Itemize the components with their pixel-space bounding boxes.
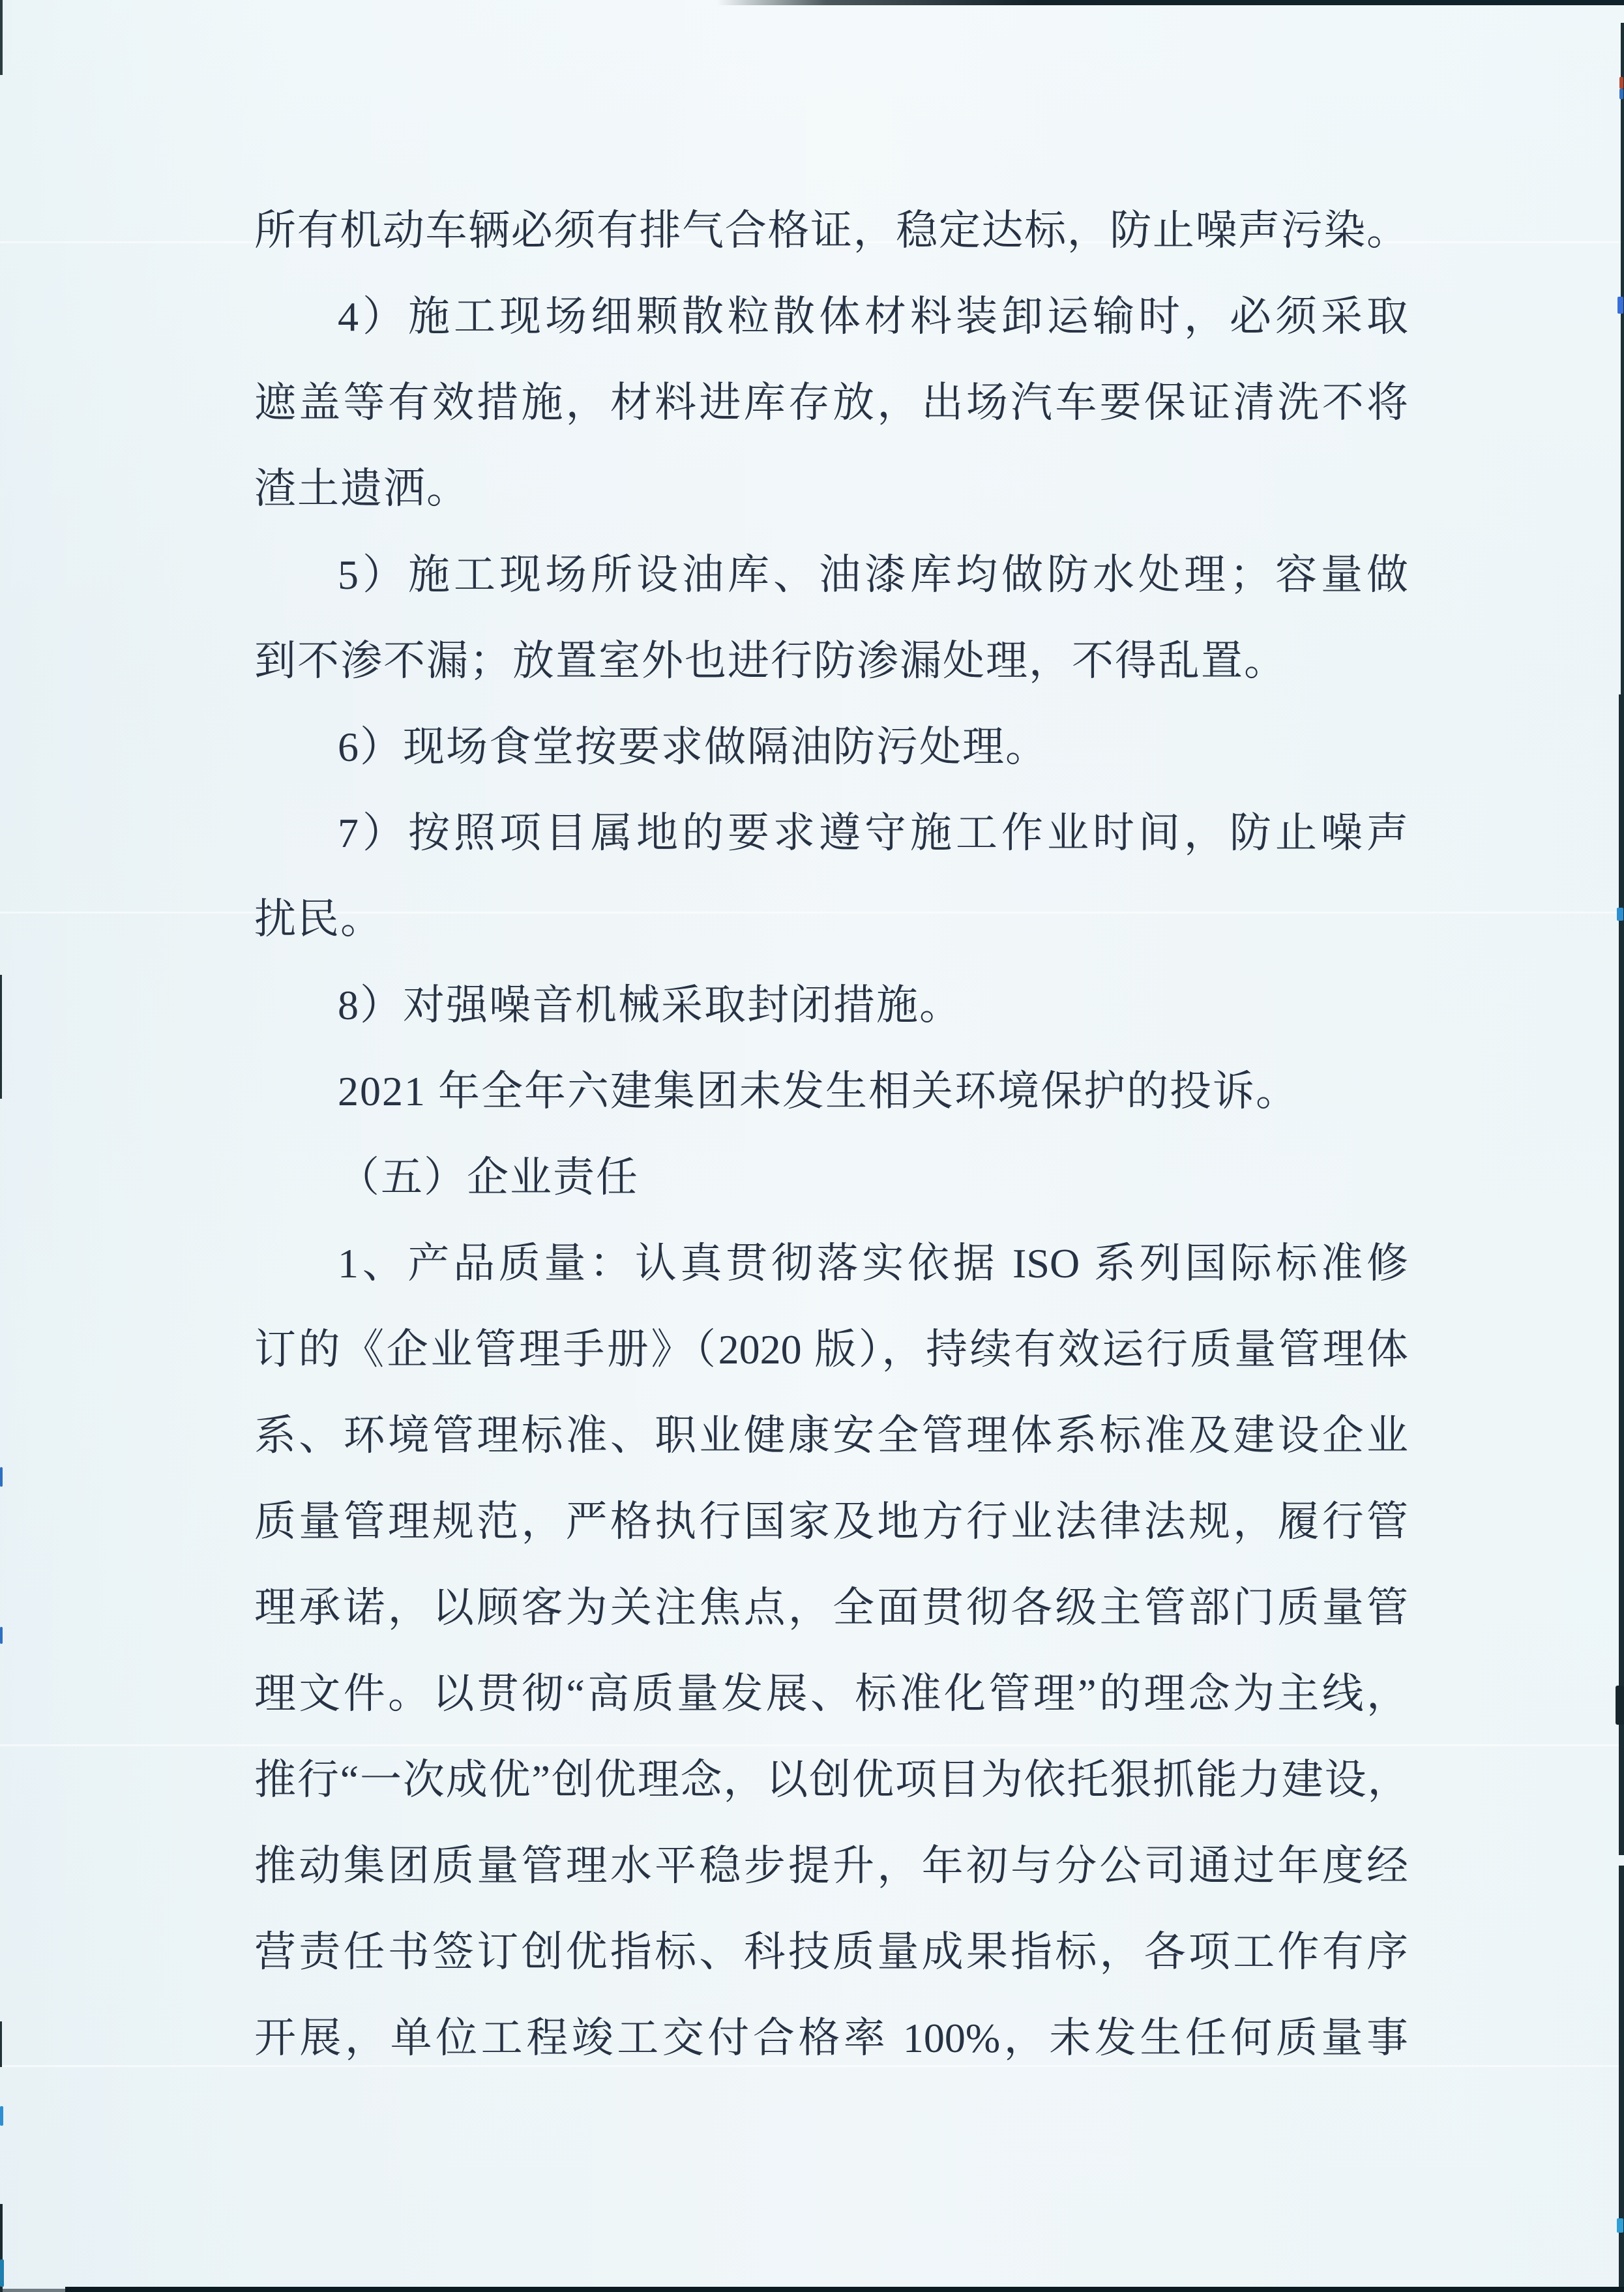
text-line: 渣土遗洒。 bbox=[254, 466, 469, 512]
text-line: 所有机动车辆必须有排气合格证，稳定达标，防止噪声污染。 bbox=[254, 207, 1408, 254]
scan-edge-bottom bbox=[65, 2287, 1624, 2292]
document-text-block bbox=[254, 188, 1408, 2081]
scan-color-speck bbox=[0, 2106, 3, 2126]
text-line: （五）企业责任 bbox=[338, 1154, 639, 1200]
text-line: 开展，单位工程竣工交付合格率 100%，未发生任何质量事 bbox=[254, 2015, 1408, 2061]
scan-edge-left bbox=[0, 975, 2, 1099]
scan-edge-right-gap bbox=[1617, 1855, 1624, 1866]
scan-edge-right bbox=[1619, 694, 1624, 2292]
text-line: 订的《企业管理手册》（2020 版），持续有效运行质量管理体 bbox=[254, 1326, 1408, 1373]
text-line: 遮盖等有效措施，材料进库存放，出场汽车要保证清洗不将 bbox=[254, 380, 1408, 426]
scan-color-speck bbox=[1617, 2218, 1623, 2233]
text-line: 5）施工现场所设油库、油漆库均做防水处理；容量做 bbox=[338, 552, 1408, 598]
text-line: 理文件。以贯彻“高质量发展、标准化管理”的理念为主线， bbox=[254, 1671, 1408, 1717]
text-line: 系、环境管理标准、职业健康安全管理体系标准及建设企业 bbox=[254, 1412, 1408, 1459]
scan-edge-left bbox=[0, 2021, 2, 2067]
text-line: 1、产品质量：认真贯彻落实依据 ISO 系列国际标准修 bbox=[338, 1240, 1408, 1287]
text-line: 理承诺，以顾客为关注焦点，全面贯彻各级主管部门质量管 bbox=[254, 1585, 1408, 1631]
text-line: 2021 年全年六建集团未发生相关环境保护的投诉。 bbox=[338, 1068, 1299, 1114]
text-line: 7）按照项目属地的要求遵守施工作业时间，防止噪声 bbox=[338, 810, 1408, 856]
scan-color-speck bbox=[1617, 908, 1623, 921]
scan-color-speck bbox=[1619, 89, 1623, 99]
scan-edge-bottom bbox=[0, 2289, 65, 2292]
text-line: 营责任书签订创优指标、科技质量成果指标，各项工作有序 bbox=[254, 1929, 1408, 1975]
text-line: 质量管理规范，严格执行国家及地方行业法律法规，履行管 bbox=[254, 1498, 1408, 1545]
scan-color-speck bbox=[1617, 297, 1623, 314]
scan-edge-right bbox=[1621, 23, 1624, 694]
text-line: 8）对强噪音机械采取封闭措施。 bbox=[338, 982, 962, 1028]
text-line: 推动集团质量管理水平稳步提升，年初与分公司通过年度经 bbox=[254, 1843, 1408, 1889]
scan-edge-top bbox=[717, 0, 1624, 5]
scan-edge-right-blob bbox=[1616, 1686, 1624, 1725]
scan-color-speck bbox=[0, 2259, 4, 2287]
text-line: 推行“一次成优”创优理念，以创优项目为依托狠抓能力建设， bbox=[254, 1757, 1408, 1803]
scan-edge-left bbox=[0, 0, 3, 75]
scan-color-speck bbox=[0, 1627, 3, 1644]
text-line: 4）施工现场细颗散粒散体材料装卸运输时，必须采取 bbox=[338, 293, 1408, 340]
text-line: 到不渗不漏；放置室外也进行防渗漏处理，不得乱置。 bbox=[254, 638, 1287, 684]
scan-color-speck bbox=[0, 1467, 3, 1487]
scan-color-speck bbox=[1619, 77, 1623, 89]
text-line: 扰民。 bbox=[254, 896, 383, 942]
text-line: 6）现场食堂按要求做隔油防污处理。 bbox=[338, 724, 1048, 770]
